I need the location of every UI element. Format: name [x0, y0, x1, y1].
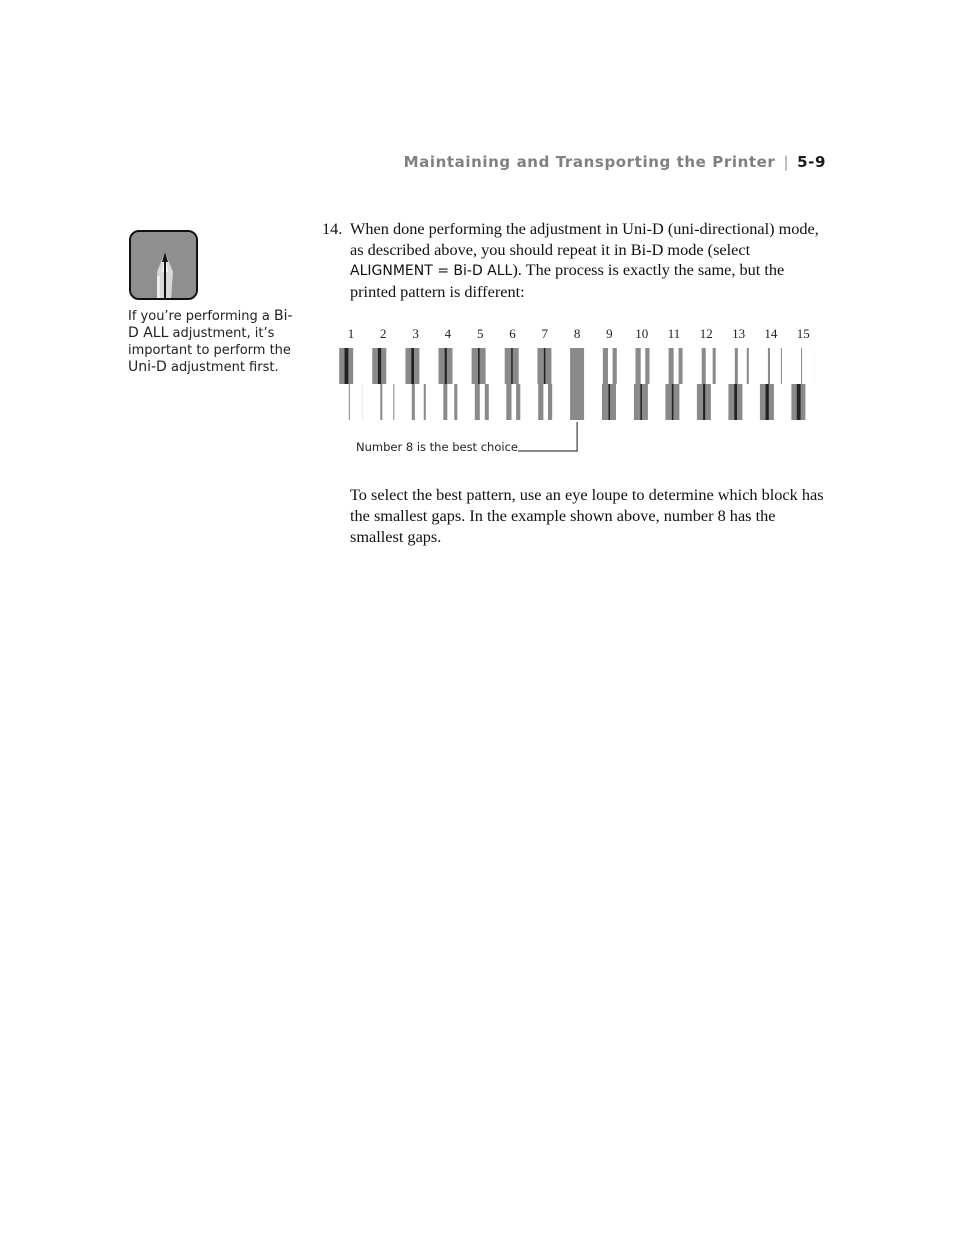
pattern-gap: [734, 384, 737, 420]
pattern-gap: [738, 348, 747, 384]
pattern-block-4: [439, 326, 458, 420]
pattern-gap: [447, 384, 454, 420]
callout-label: Number 8 is the best choice: [356, 440, 518, 454]
step-number: 14.: [322, 219, 343, 238]
pattern-gap: [350, 384, 363, 420]
pencil-note-icon: [129, 230, 198, 300]
pattern-gap: [415, 384, 424, 420]
pattern-label: 8: [573, 326, 581, 341]
pattern-gap: [512, 384, 517, 420]
pattern-block-12: [697, 326, 716, 420]
step-text-before: When done performing the adjustment in Uni-D (uni-directional) mode, as described above, you should repeat it in Bi-D mode (select: [350, 219, 819, 259]
pattern-label: 4: [444, 326, 452, 341]
pattern-block-13: [728, 326, 748, 420]
pattern-label: 14: [764, 326, 778, 341]
note-text-3: adjustment first.: [166, 360, 279, 375]
pattern-gap: [703, 384, 705, 420]
pattern-gap: [609, 384, 611, 420]
note-text-2: adjustment, it’s important to perform the: [128, 326, 291, 358]
pattern-label: 15: [796, 326, 810, 341]
pattern-gap: [770, 348, 781, 384]
alignment-pattern: [330, 320, 820, 460]
pattern-gap: [478, 348, 480, 384]
step-14: [322, 219, 828, 302]
pattern-label: 10: [635, 326, 649, 341]
pattern-gap: [802, 348, 815, 384]
pattern-label: 3: [412, 326, 419, 341]
pattern-gap: [511, 348, 513, 384]
pattern-label: 1: [347, 326, 355, 341]
selection-paragraph: To select the best pattern, use an eye loupe to determine which block has the smallest gaps. In the example shown above, number 8 has the smallest gaps.: [350, 485, 824, 546]
pattern-gap: [382, 384, 393, 420]
pattern-block-15: [791, 326, 815, 420]
alignment-pattern-figure: [330, 320, 820, 460]
pattern-label: 13: [732, 326, 746, 341]
pattern-block-6: [505, 326, 521, 420]
pattern-block-5: [472, 326, 489, 420]
pattern-gap: [674, 348, 679, 384]
pattern-bar: [570, 348, 584, 420]
pattern-block-1: [339, 326, 363, 420]
pattern-gap: [544, 348, 546, 384]
pattern-gap: [543, 384, 548, 420]
pattern-gap: [411, 348, 414, 384]
pattern-block-14: [760, 326, 782, 420]
pattern-gap: [797, 384, 801, 420]
pattern-label: 5: [476, 326, 484, 341]
page-number: 5-9: [797, 153, 826, 171]
pattern-label: 11: [667, 326, 681, 341]
pattern-label: 6: [509, 326, 516, 341]
pattern-block-9: [602, 326, 617, 420]
pattern-gap: [378, 348, 381, 384]
pattern-gap: [345, 348, 349, 384]
pattern-label: 2: [380, 326, 387, 341]
pattern-gap: [608, 348, 613, 384]
pattern-gap: [640, 384, 642, 420]
pattern-block-10: [634, 326, 650, 420]
alignment-setting: ALIGNMENT = Bi-D ALL: [350, 263, 513, 279]
pattern-label: 7: [541, 326, 549, 341]
pattern-gap: [445, 348, 447, 384]
pattern-label: 12: [699, 326, 713, 341]
step-body: [350, 219, 828, 302]
pattern-block-7: [537, 326, 552, 420]
step-text-after: ). The process is exactly the same, but the printed pattern is different:: [350, 260, 785, 301]
pattern-label: 9: [606, 326, 613, 341]
running-header: [404, 153, 826, 171]
pattern-gap: [766, 384, 769, 420]
pattern-block-11: [665, 326, 682, 420]
pattern-gap: [641, 348, 646, 384]
pattern-block-8: [570, 326, 584, 420]
pattern-block-2: [372, 326, 394, 420]
pattern-gap: [706, 348, 713, 384]
callout-line: [518, 422, 577, 451]
pattern-gap: [672, 384, 674, 420]
section-title: Maintaining and Transporting the Printer: [403, 153, 776, 171]
note-term-unid: Uni-D: [128, 359, 167, 375]
note-term-bid: Bi-D ALL: [128, 308, 293, 341]
header-separator: |: [783, 153, 790, 171]
pattern-gap: [480, 384, 485, 420]
side-note: [128, 308, 303, 376]
note-text-1: If you’re performing a: [128, 309, 274, 324]
pattern-block-3: [405, 326, 425, 420]
